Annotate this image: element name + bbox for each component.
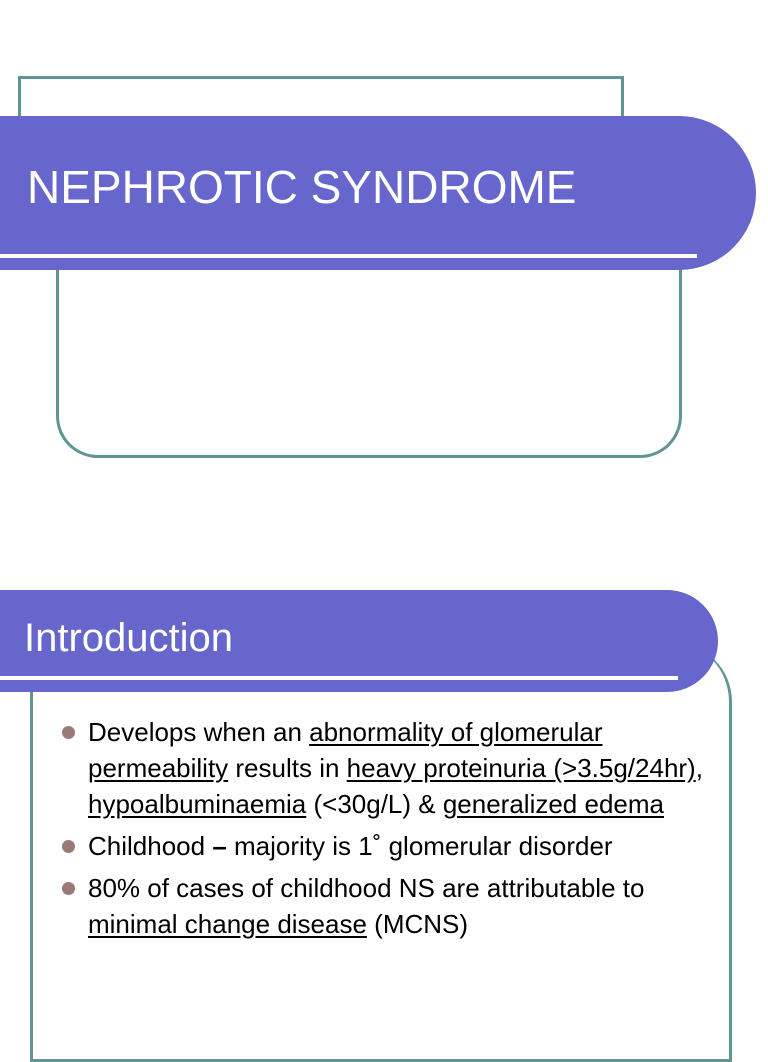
slide-heading: Introduction [24, 616, 234, 660]
bullet-item [60, 870, 720, 942]
text-run: majority is 1˚ glomerular disorder [226, 831, 613, 861]
text-run: , [695, 753, 703, 783]
bullet-item [60, 714, 720, 822]
underlined-term: minimal change disease [88, 909, 367, 939]
bullet-text [88, 717, 703, 819]
underlined-term: abnormality of glomerular permeability [88, 717, 603, 783]
underlined-term: hypoalbuminaemia [88, 789, 307, 819]
bullet-dot-icon [62, 726, 75, 739]
heading-banner-rule [0, 676, 678, 680]
underlined-term: generalized edema [442, 789, 664, 819]
slide-title [0, 0, 768, 512]
title-banner [0, 116, 756, 270]
heading-banner [0, 590, 718, 692]
dash: – [212, 831, 227, 861]
bullet-text [88, 831, 613, 861]
underlined-term: heavy proteinuria (>3.5g/24hr) [346, 753, 696, 783]
bullet-item [60, 828, 720, 864]
bullet-text [88, 873, 644, 939]
bullet-dot-icon [62, 882, 75, 895]
text-run: (<30g/L) & [306, 789, 443, 819]
bullet-dot-icon [62, 840, 75, 853]
slide-introduction [0, 512, 768, 1024]
text-run: (MCNS) [366, 909, 469, 939]
text-run: results in [228, 753, 347, 783]
bullet-list [60, 714, 720, 948]
text-run: Develops when an [88, 717, 310, 747]
text-run: Childhood [88, 831, 213, 861]
title-banner-rule [0, 254, 697, 258]
title-frame-bottom [56, 250, 682, 458]
slide-title-text: NEPHROTIC SYNDROME [27, 161, 577, 213]
text-run: 80% of cases of childhood NS are attributable to [88, 873, 645, 903]
